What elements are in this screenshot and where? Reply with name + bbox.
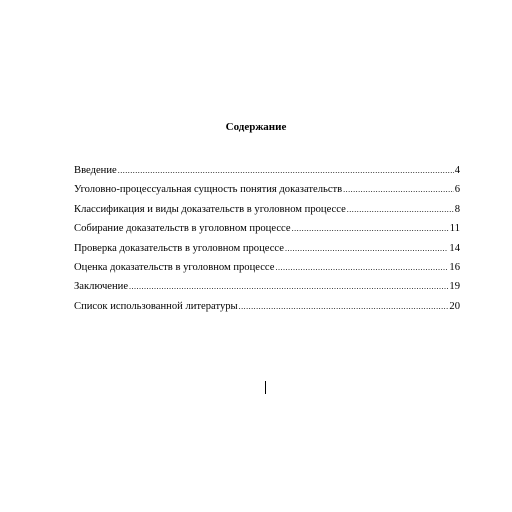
toc-entry[interactable] bbox=[74, 203, 460, 222]
toc-entry[interactable] bbox=[74, 280, 460, 299]
toc-entry-text: Классификация и виды доказательств в уголовном процессе bbox=[74, 203, 346, 215]
toc-entry[interactable] bbox=[74, 183, 460, 202]
table-of-contents bbox=[74, 164, 460, 319]
toc-dot-leader bbox=[239, 300, 449, 314]
toc-dot-leader bbox=[292, 222, 449, 236]
toc-entry-page: 8 bbox=[454, 203, 460, 215]
toc-dot-leader bbox=[285, 242, 448, 256]
toc-dot-leader bbox=[347, 203, 454, 217]
toc-title: Содержание bbox=[225, 121, 287, 133]
toc-entry[interactable] bbox=[74, 261, 460, 280]
toc-entry[interactable] bbox=[74, 222, 460, 241]
toc-entry-text: Оценка доказательств в уголовном процессе bbox=[74, 261, 275, 273]
toc-entry[interactable] bbox=[74, 164, 460, 183]
toc-entry-page: 16 bbox=[449, 261, 460, 273]
toc-entry-page: 4 bbox=[454, 165, 460, 176]
toc-entry-text: Проверка доказательств в уголовном процессе bbox=[74, 242, 284, 254]
toc-entry-text: Уголовно-процессуальная сущность понятия доказательств bbox=[74, 184, 343, 196]
text-cursor bbox=[265, 381, 266, 394]
toc-entry-page: 6 bbox=[454, 184, 460, 196]
toc-entry-page: 19 bbox=[449, 281, 460, 293]
toc-entry-page: 14 bbox=[449, 242, 460, 254]
toc-entry-text: Заключение bbox=[74, 281, 129, 293]
toc-entry-page: 20 bbox=[449, 300, 460, 312]
toc-entry-text: Список использованной литературы bbox=[74, 300, 238, 312]
toc-entry-text: Собирание доказательств в уголовном процессе bbox=[74, 223, 291, 235]
toc-dot-leader bbox=[275, 261, 448, 275]
toc-dot-leader bbox=[129, 280, 448, 294]
toc-entry[interactable] bbox=[74, 242, 460, 261]
toc-entry-text: Введение bbox=[74, 165, 117, 176]
toc-entry[interactable] bbox=[74, 300, 460, 319]
toc-dot-leader bbox=[343, 183, 454, 197]
toc-entry-page: 11 bbox=[449, 223, 460, 235]
toc-dot-leader bbox=[118, 164, 454, 178]
